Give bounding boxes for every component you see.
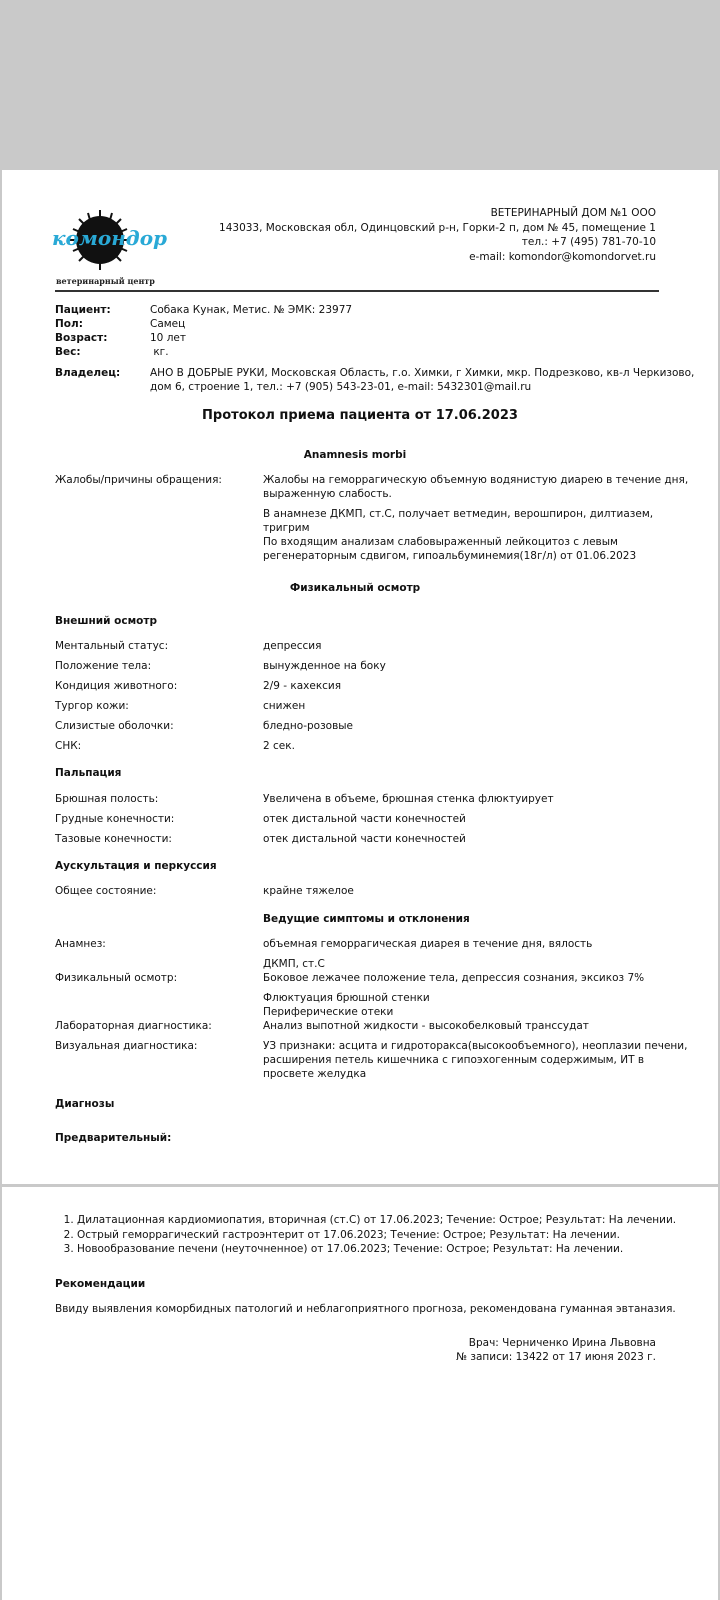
patient-label: Пациент: [55, 304, 111, 316]
owner-line-2: дом 6, строение 1, тел.: +7 (905) 543-23-01, e-mail: 5432301@mail.ru [150, 381, 532, 393]
recommendations-text: Ввиду выявления коморбидных патологий и неблагоприятного прогноза, рекомендована гуманная эвтаназия. [55, 1303, 676, 1315]
exam-row-label: Ментальный статус: [55, 640, 169, 652]
diagnosis-item: 3. Новообразование печени (неуточненное) от 17.06.2023; Течение: Острое; Результат: На лечении. [77, 1242, 697, 1257]
history-line-2: тригрим [263, 522, 310, 534]
symptoms-anamnesis-label: Анамнез: [55, 938, 106, 950]
age-label: Возраст: [55, 332, 108, 344]
visual-diagnostics-line-3: просвете желудка [263, 1068, 367, 1080]
complaints-line-1: Жалобы на геморрагическую объемную водянистую диарею в течение дня, [263, 474, 689, 486]
palpation-row-label: Тазовые конечности: [55, 833, 172, 845]
general-state-value: крайне тяжелое [263, 885, 354, 897]
document-title: Протокол приема пациента от 17.06.2023 [202, 408, 518, 423]
header-divider [55, 290, 659, 292]
palpation-row-label: Брюшная полость: [55, 793, 159, 805]
exam-row-label: Положение тела: [55, 660, 152, 672]
symptoms-physical-line-3: Периферические отеки [263, 1006, 394, 1018]
weight-label: Вес: [55, 346, 81, 358]
preliminary-diagnosis-label: Предварительный: [55, 1132, 172, 1144]
lab-diagnostics-label: Лабораторная диагностика: [55, 1020, 212, 1032]
doctor-name: Врач: Черниченко Ирина Львовна [468, 1337, 656, 1349]
exam-row-value: 2 сек. [263, 740, 295, 752]
logo-text: комондор [52, 226, 168, 250]
clinic-address: 143033, Московская обл, Одинцовский р-н, Горки-2 п, дом № 45, помещение 1 [219, 221, 656, 234]
lab-diagnostics-value: Анализ выпотной жидкости - высокобелковый транссудат [263, 1020, 589, 1032]
diagnosis-item: 1. Дилатационная кардиомиопатия, вторичная (ст.С) от 17.06.2023; Течение: Острое; Результат: На лечении. [77, 1213, 697, 1228]
labs-line-2: регенераторным сдвигом, гипоальбуминемия(18г/л) от 01.06.2023 [263, 550, 637, 562]
weight-value: кг. [150, 346, 169, 358]
clinic-phone: тел.: +7 (495) 781-70-10 [521, 236, 656, 248]
history-line-1: В анамнезе ДКМП, ст.С, получает ветмедин, верошпирон, дилтиазем, [263, 508, 654, 520]
diagnoses-heading: Диагнозы [55, 1098, 115, 1110]
recommendations-heading: Рекомендации [55, 1278, 146, 1290]
auscultation-heading: Аускультация и перкуссия [55, 860, 217, 872]
top-gray-area [0, 0, 720, 170]
exam-row-value: снижен [263, 700, 306, 712]
labs-line-1: По входящим анализам слабовыраженный лейкоцитоз с левым [263, 536, 618, 548]
logo-caption: ветеринарный центр [56, 276, 155, 286]
symptoms-anamnesis-line-1: объемная геморрагическая диарея в течение дня, вялость [263, 938, 593, 950]
clinic-header [219, 206, 656, 264]
visual-diagnostics-line-2: расширения петель кишечника с гипоэхогенным содержимым, ИТ в [263, 1054, 645, 1066]
symptoms-physical-line-2: Флюктуация брюшной стенки [263, 992, 430, 1004]
diagnosis-item: 2. Острый геморрагический гастроэнтерит от 17.06.2023; Течение: Острое; Результат: На лечении. [77, 1228, 697, 1243]
exam-row-value: бледно-розовые [263, 720, 354, 732]
symptoms-anamnesis-line-2: ДКМП, ст.С [263, 958, 325, 970]
record-number: № записи: 13422 от 17 июня 2023 г. [456, 1351, 656, 1363]
patient-value: Собака Кунак, Метис. № ЭМК: 23977 [150, 304, 353, 316]
exam-row-label: Слизистые оболочки: [55, 720, 174, 732]
clinic-email: e-mail: komondor@komondorvet.ru [469, 250, 656, 263]
exam-row-value: вынужденное на боку [263, 660, 386, 672]
palpation-row-value: отек дистальной части конечностей [263, 833, 466, 845]
symptoms-physical-line-1: Боковое лежачее положение тела, депрессия сознания, эксикоз 7% [263, 972, 645, 984]
general-state-label: Общее состояние: [55, 885, 157, 897]
exam-row-label: Кондиция животного: [55, 680, 178, 692]
document-page-1 [2, 170, 718, 1184]
external-exam-heading: Внешний осмотр [55, 615, 157, 627]
sex-label: Пол: [55, 318, 83, 330]
clinic-name: ВЕТЕРИНАРНЫЙ ДОМ №1 ООО [490, 207, 656, 219]
exam-row-value: депрессия [263, 640, 322, 652]
palpation-heading: Пальпация [55, 767, 122, 779]
symptoms-heading: Ведущие симптомы и отклонения [263, 913, 470, 925]
exam-row-value: 2/9 - кахексия [263, 680, 342, 692]
diagnoses-list [57, 1213, 697, 1257]
exam-row-label: СНК: [55, 740, 82, 752]
complaints-label: Жалобы/причины обращения: [55, 474, 222, 486]
visual-diagnostics-line-1: УЗ признаки: асцита и гидроторакса(высокообъемного), неоплазии печени, [263, 1040, 688, 1052]
palpation-row-value: Увеличена в объеме, брюшная стенка флюктуирует [263, 793, 554, 805]
complaints-line-2: выраженную слабость. [263, 488, 392, 500]
owner-line-1: АНО В ДОБРЫЕ РУКИ, Московская Область, г.о. Химки, г Химки, мкр. Подрезково, кв-л Черкизово, [150, 367, 695, 379]
palpation-row-value: отек дистальной части конечностей [263, 813, 466, 825]
symptoms-physical-label: Физикальный осмотр: [55, 972, 178, 984]
palpation-row-label: Грудные конечности: [55, 813, 175, 825]
document-page-2 [2, 1187, 718, 1600]
owner-label: Владелец: [55, 367, 121, 379]
anamnesis-heading: Anamnesis morbi [303, 449, 407, 461]
sex-value: Самец [150, 318, 186, 330]
age-value: 10 лет [150, 332, 186, 344]
visual-diagnostics-label: Визуальная диагностика: [55, 1040, 198, 1052]
exam-row-label: Тургор кожи: [55, 700, 129, 712]
exam-heading: Физикальный осмотр [289, 582, 421, 594]
